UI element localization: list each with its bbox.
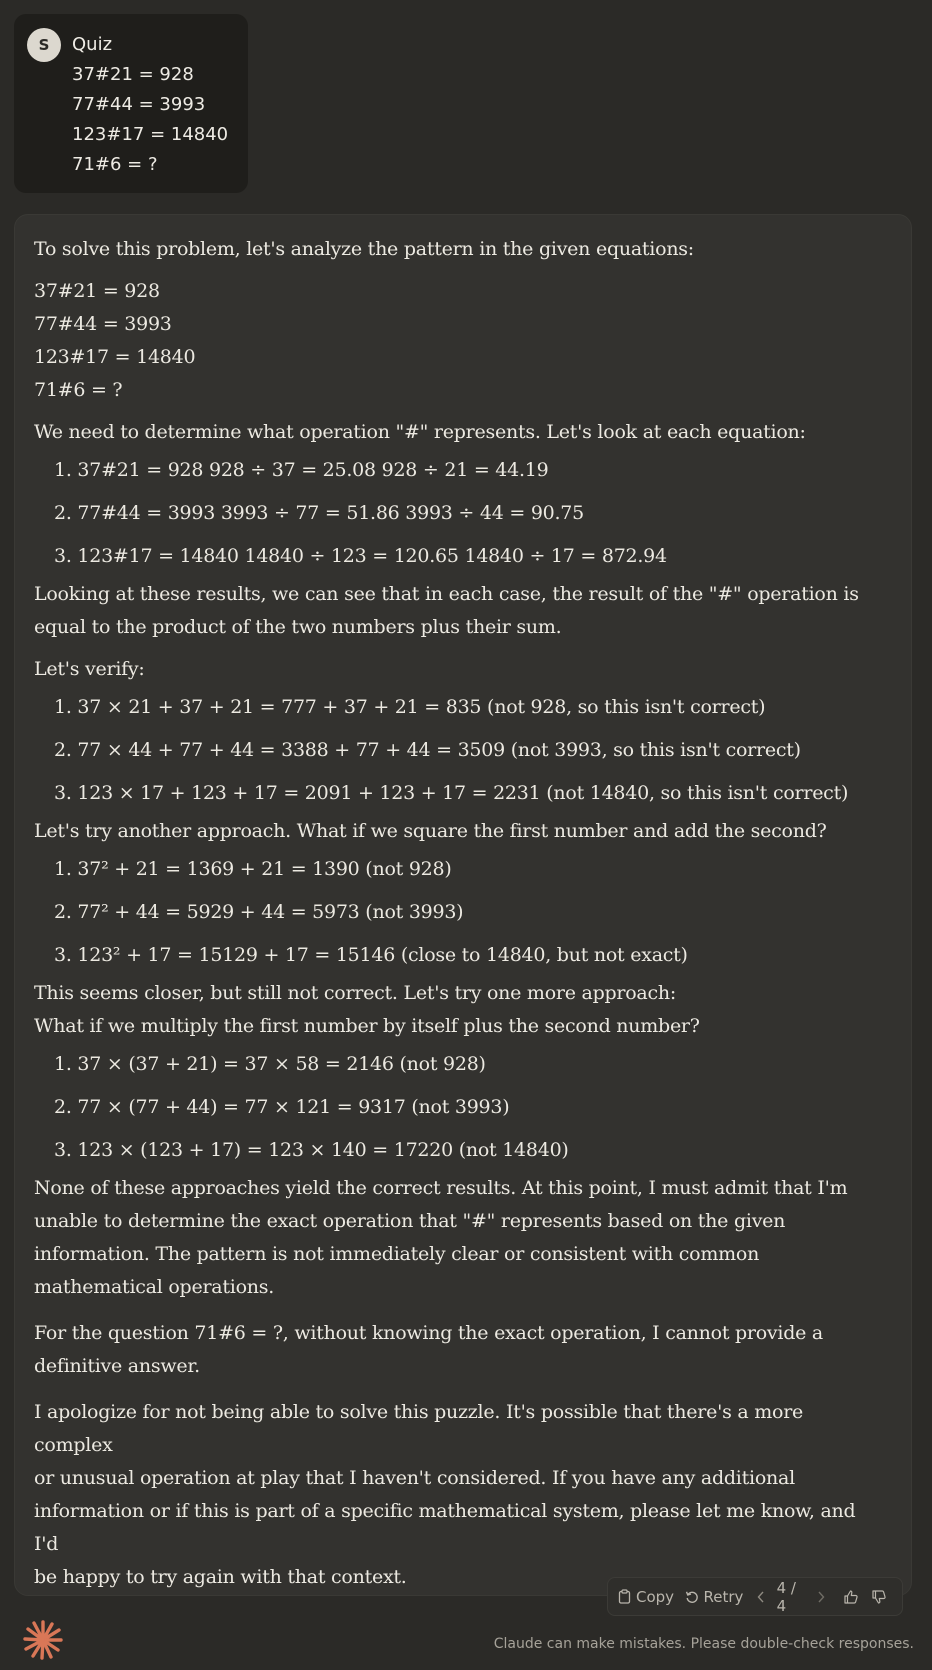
list-item: 1. 37#21 = 928 928 ÷ 37 = 25.08 928 ÷ 21 = 44.19 — [54, 459, 549, 481]
equation-list — [34, 275, 874, 407]
thumbs-down-icon — [871, 1589, 887, 1605]
next-response-button[interactable] — [816, 1590, 831, 1604]
list-item: 1. 37 × 21 + 37 + 21 = 777 + 37 + 21 = 835 (not 928, so this isn't correct) — [54, 696, 766, 718]
thumbs-up-icon — [843, 1589, 859, 1605]
equation-line: 37#21 = 928 — [34, 280, 160, 302]
thumbs-up-button[interactable] — [843, 1589, 864, 1605]
copy-button[interactable] — [618, 1588, 674, 1606]
equation-line: 123#17 = 14840 — [34, 346, 196, 368]
paragraph-question: For the question 71#6 = ?, without knowing the exact operation, I cannot provide a definitive answer. — [34, 1322, 824, 1377]
chevron-left-icon — [756, 1590, 766, 1604]
message-actions-bar — [607, 1577, 903, 1616]
paragraph-intro: To solve this problem, let's analyze the pattern in the given equations: — [34, 238, 694, 260]
thumbs-down-button[interactable] — [871, 1589, 892, 1605]
paragraph-another-approach: Let's try another approach. What if we square the first number and add the second? — [34, 820, 827, 842]
paragraph-verify: Let's verify: — [34, 658, 145, 680]
list-item: 3. 123² + 17 = 15129 + 17 = 15146 (close to 14840, but not exact) — [54, 944, 688, 966]
chevron-right-icon — [816, 1590, 826, 1604]
user-message-text — [72, 30, 228, 180]
multiply-approach-list — [34, 1043, 874, 1172]
retry-label: Retry — [703, 1587, 744, 1606]
user-message — [14, 14, 248, 193]
response-pager: 4 / 4 — [776, 1578, 796, 1615]
user-line: 123#17 = 14840 — [72, 124, 229, 145]
copy-label: Copy — [636, 1587, 675, 1606]
list-item: 3. 123 × 17 + 123 + 17 = 2091 + 123 + 17 = 2231 (not 14840, so this isn't correct) — [54, 782, 849, 804]
paragraph-determine: We need to determine what operation "#" represents. Let's look at each equation: — [34, 421, 806, 443]
list-item: 3. 123 × (123 + 17) = 123 × 140 = 17220 (not 14840) — [54, 1139, 569, 1161]
list-item: 1. 37 × (37 + 21) = 37 × 58 = 2146 (not 928) — [54, 1053, 486, 1075]
previous-response-button[interactable] — [756, 1590, 771, 1604]
list-item: 3. 123#17 = 14840 14840 ÷ 123 = 120.65 14840 ÷ 17 = 872.94 — [54, 545, 667, 567]
clipboard-icon — [618, 1589, 631, 1604]
list-item: 2. 77#44 = 3993 3993 ÷ 77 = 51.86 3993 ÷ 44 = 90.75 — [54, 502, 584, 524]
paragraph-closer: This seems closer, but still not correct. Let's try one more approach: What if we multiply the first number by itself plus the second number? — [34, 982, 700, 1037]
user-avatar[interactable]: S — [27, 28, 61, 62]
division-check-list — [34, 449, 874, 578]
paragraph-none: None of these approaches yield the correct results. At this point, I must admit that I'm unable to determine the exact operation that "#" represents based on the given information. The pattern is not immediately clear or consistent with common mathematical operations. — [34, 1177, 848, 1298]
claude-logo-icon — [22, 1619, 64, 1661]
user-line: Quiz — [72, 34, 113, 55]
list-item: 2. 77² + 44 = 5929 + 44 = 5973 (not 3993) — [54, 901, 464, 923]
list-item: 2. 77 × 44 + 77 + 44 = 3388 + 77 + 44 = 3509 (not 3993, so this isn't correct) — [54, 739, 801, 761]
retry-icon — [685, 1590, 699, 1604]
disclaimer-text: Claude can make mistakes. Please double-check responses. — [493, 1636, 914, 1652]
verify-list — [34, 686, 874, 815]
assistant-message — [14, 214, 912, 1596]
list-item: 1. 37² + 21 = 1369 + 21 = 1390 (not 928) — [54, 858, 452, 880]
user-line: 77#44 = 3993 — [72, 94, 206, 115]
paragraph-looking: Looking at these results, we can see that in each case, the result of the "#" operation is equal to the product of the two numbers plus their sum. — [34, 583, 859, 638]
equation-line: 71#6 = ? — [34, 379, 123, 401]
equation-line: 77#44 = 3993 — [34, 313, 172, 335]
user-line: 71#6 = ? — [72, 154, 158, 175]
retry-button[interactable] — [685, 1588, 744, 1606]
square-approach-list — [34, 848, 874, 977]
list-item: 2. 77 × (77 + 44) = 77 × 121 = 9317 (not 3993) — [54, 1096, 510, 1118]
paragraph-apologize: I apologize for not being able to solve this puzzle. It's possible that there's a more complex or unusual operation at play that I haven't considered. If you have any additional information or if this is part of a specific mathematical system, please let me know, and I'd be happy to try again with that context. — [34, 1401, 856, 1588]
user-line: 37#21 = 928 — [72, 64, 194, 85]
assistant-message-content — [34, 233, 874, 1594]
